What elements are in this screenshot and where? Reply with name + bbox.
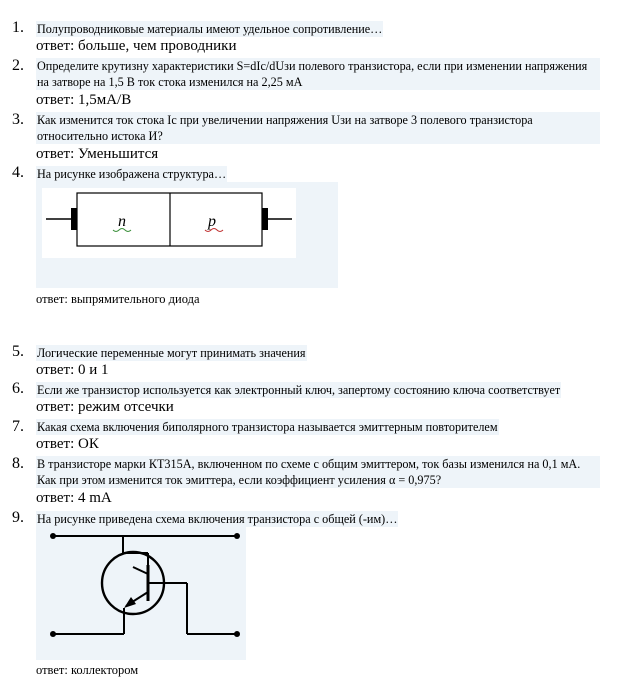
question-number: 6.: [12, 380, 24, 397]
question-text: На рисунке изображена структура…: [37, 167, 227, 181]
answer-text: ответ: режим отсечки: [36, 399, 174, 415]
answer-text: ответ: 4 mA: [36, 490, 112, 506]
question-text: Как изменится ток стока Ic при увеличении напряжения Uзи на затворе 3 полевого транзистора относительно истока И?: [36, 112, 600, 144]
answer-text: ответ: выпрямительного диода: [36, 292, 200, 306]
answer-text: ответ: Уменьшится: [36, 146, 159, 162]
question-text: Определите крутизну характеристики S=dIc/dUзи полевого транзистора, если при изменении напряжения на затворе на 1,5 В ток стока изменился на 2,25 мА: [36, 58, 600, 90]
question-text: Если же транзистор используется как электронный ключ, запертому состоянию ключа соответствует: [37, 383, 561, 397]
question-text: Логические переменные могут принимать значения: [37, 346, 306, 360]
answer-text: ответ: 0 и 1: [36, 362, 109, 378]
emitter-arrow: [124, 597, 136, 608]
question-text: Полупроводниковые материалы имеют удельное сопротивление…: [37, 22, 383, 36]
collector-lead: [133, 567, 148, 574]
question-number: 4.: [12, 164, 24, 181]
answer-text: ответ: больше, чем проводники: [36, 38, 237, 54]
terminal-top-left: [50, 533, 56, 539]
terminal-top-right: [234, 533, 240, 539]
question-text: В транзисторе марки КТ315А, включенном по схеме с общим эмиттером, ток базы изменился на 0,1 мА. Как при этом изменится ток эмиттера, если коэффициент усиления α = 0,975?: [36, 456, 600, 488]
question-number: 5.: [12, 343, 24, 360]
p-region-label: p: [208, 213, 216, 230]
question-number: 2.: [12, 57, 24, 74]
question-text: Какая схема включения биполярного транзистора называется эмиттерным повторителем: [37, 420, 498, 434]
question-number: 7.: [12, 418, 24, 435]
question-number: 3.: [12, 111, 24, 128]
n-region-label: n: [118, 213, 126, 230]
answer-text: ответ: 1,5мА/В: [36, 92, 132, 108]
question-number: 8.: [12, 455, 24, 472]
answer-text: ответ: коллектором: [36, 663, 139, 677]
terminal-bottom-right: [234, 631, 240, 637]
answer-text: ответ: ОК: [36, 436, 99, 452]
terminal-bottom-left: [50, 631, 56, 637]
question-number: 9.: [12, 509, 24, 526]
question-number: 1.: [12, 19, 24, 36]
question-text: На рисунке приведена схема включения транзистора с общей (-им)…: [37, 512, 398, 526]
